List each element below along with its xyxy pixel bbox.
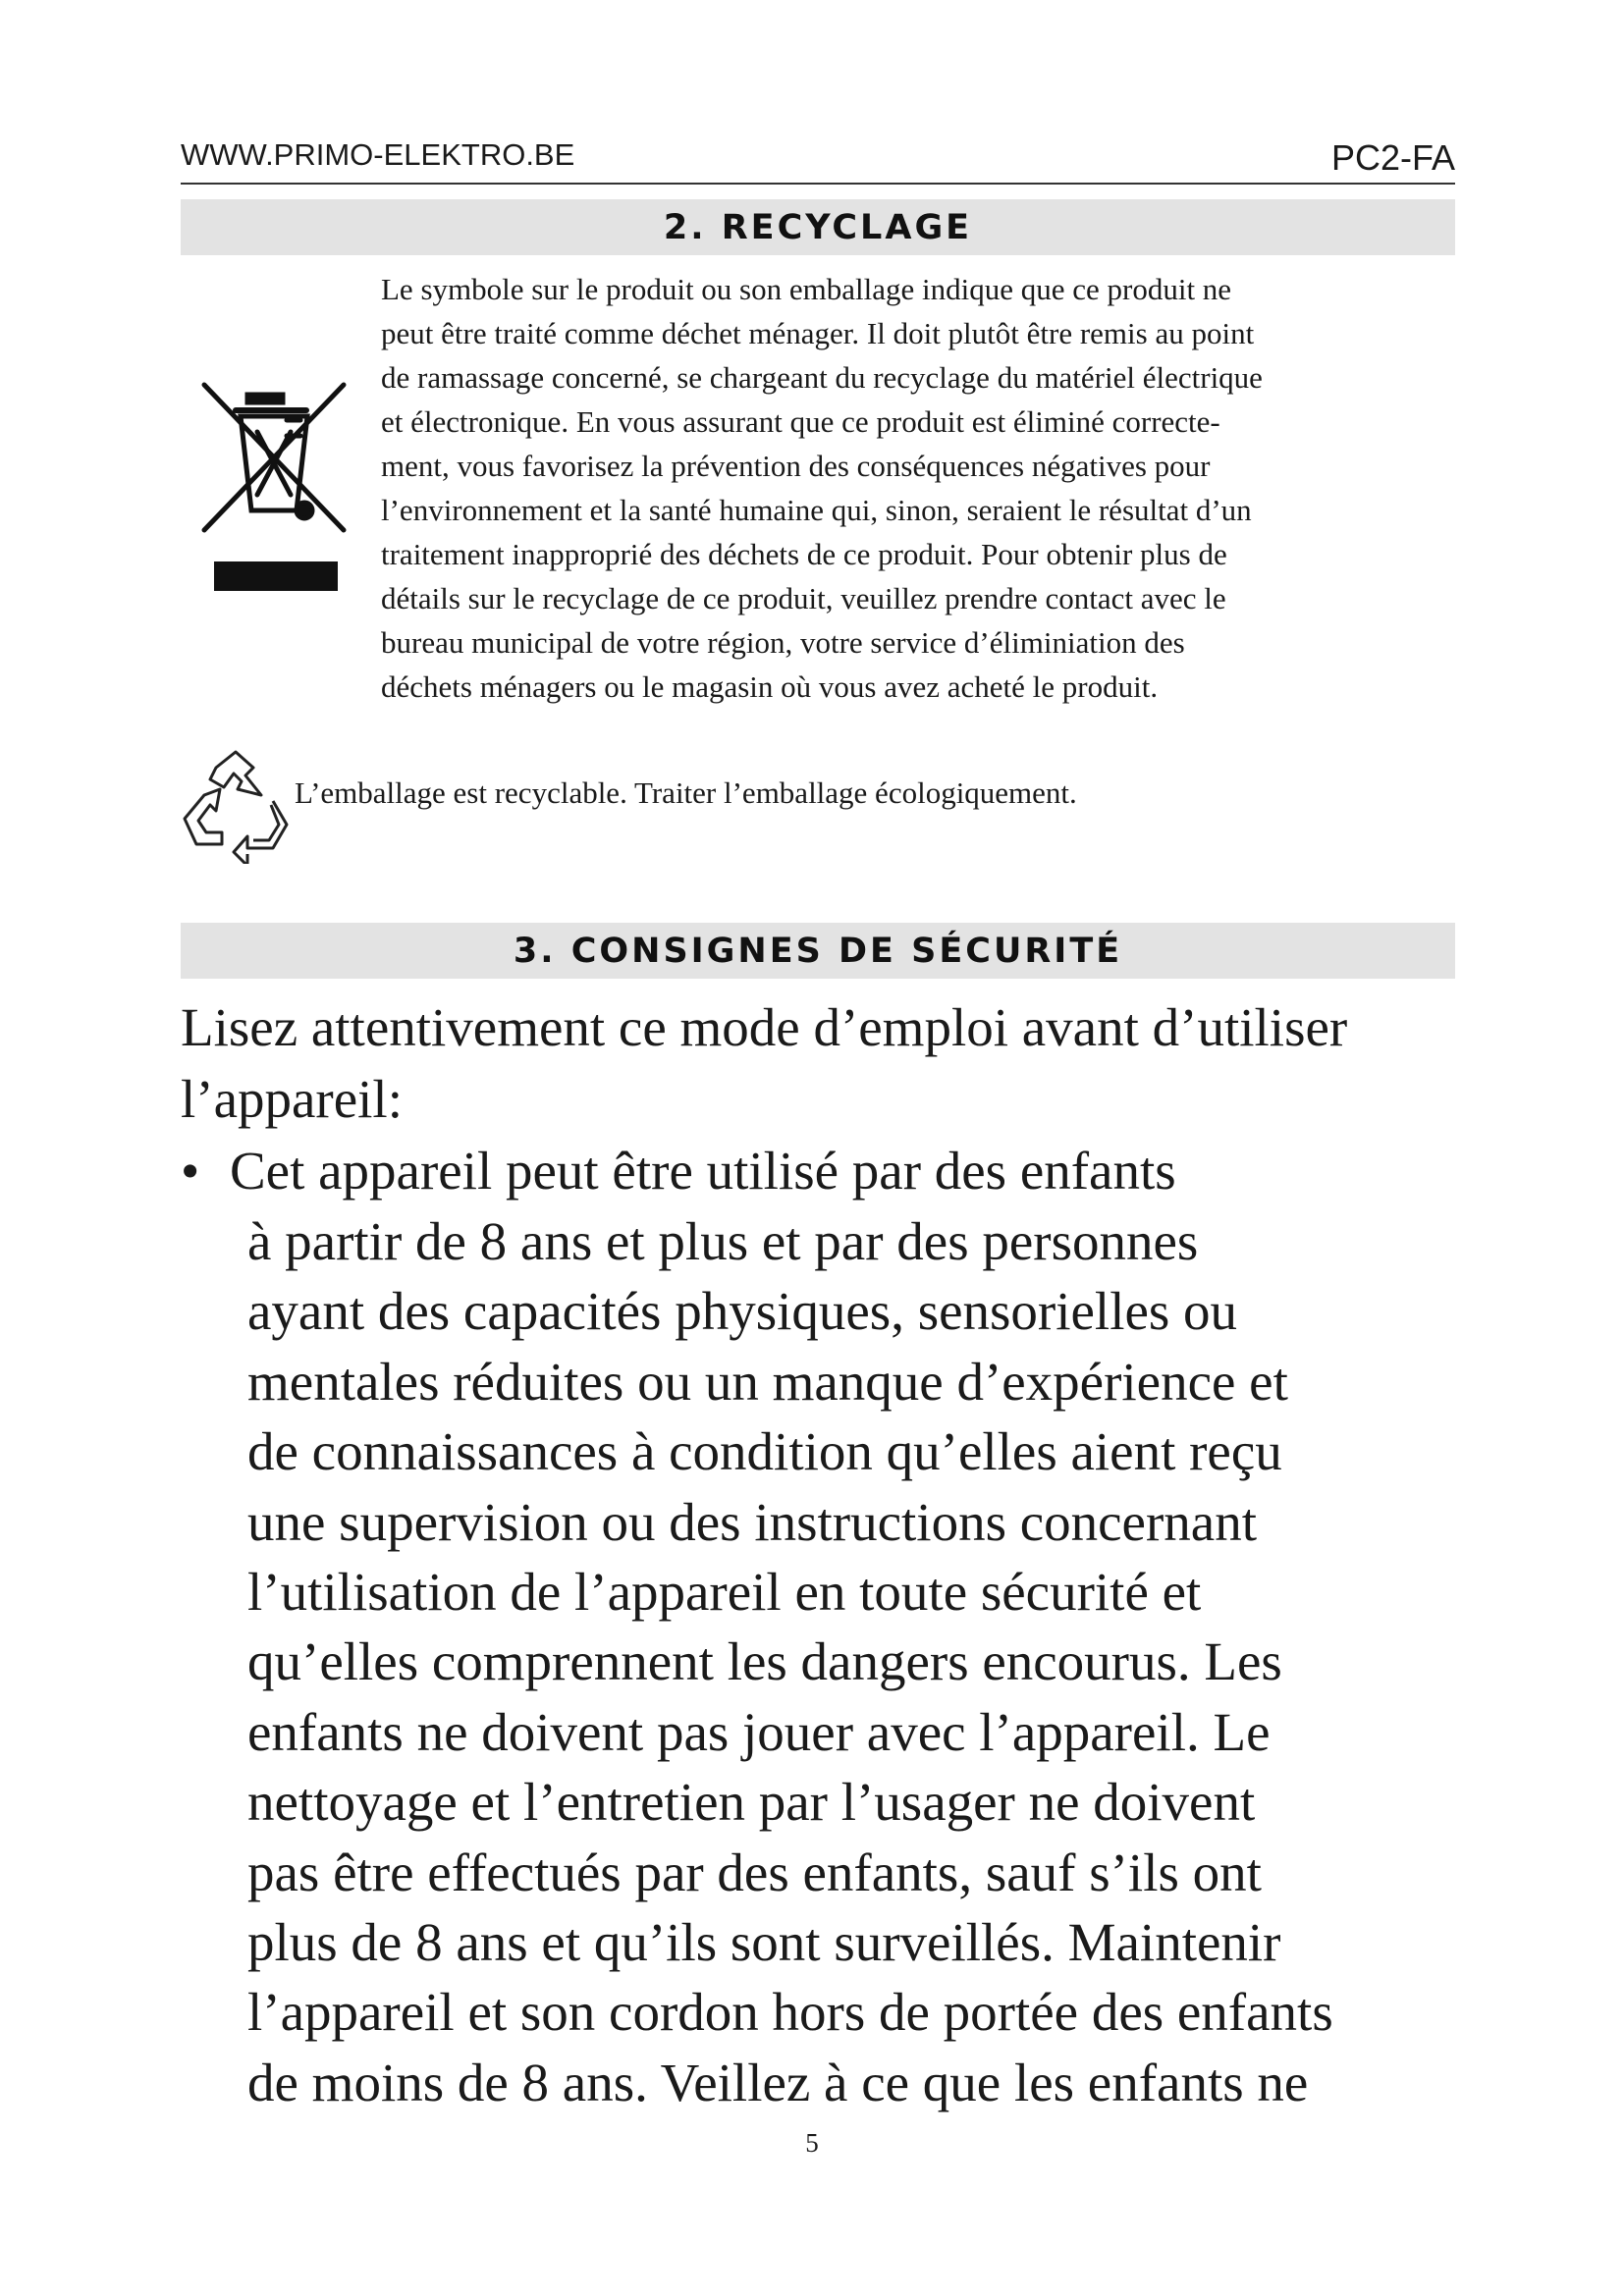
bullet-line: à partir de 8 ans et plus et par des personnes bbox=[247, 1211, 1199, 1271]
bullet-line: de connaissances à condition qu’elles aient reçu bbox=[247, 1421, 1282, 1482]
bullet-line: nettoyage et l’entretien par l’usager ne doivent bbox=[247, 1772, 1256, 1833]
header-model: PC2-FA bbox=[1330, 137, 1455, 178]
bullet-line: mentales réduites ou un manque d’expérience et bbox=[247, 1351, 1288, 1412]
bullet-line: qu’elles comprennent les dangers encourus. Les bbox=[247, 1631, 1282, 1692]
recycle-arrows-icon bbox=[177, 746, 295, 864]
bullet-line: une supervision ou des instructions concernant bbox=[247, 1491, 1257, 1552]
bullet-line: l’appareil et son cordon hors de portée des enfants bbox=[247, 1982, 1333, 2043]
paragraph-line: détails sur le recyclage de ce produit, veuillez prendre contact avec le bbox=[381, 581, 1226, 615]
packaging-note: L’emballage est recyclable. Traiter l’emballage écologiquement. bbox=[295, 775, 1077, 810]
paragraph-line: de ramassage concerné, se chargeant du recyclage du matériel électrique bbox=[381, 360, 1263, 395]
crossed-out-wheelie-bin-icon bbox=[196, 373, 353, 599]
paragraph-line: déchets ménagers ou le magasin où vous avez acheté le produit. bbox=[381, 669, 1159, 704]
bullet-line: de moins de 8 ans. Veillez à ce que les enfants ne bbox=[247, 2052, 1309, 2112]
section-title-safety: 3. CONSIGNES DE SÉCURITÉ bbox=[181, 923, 1455, 979]
intro-line: l’appareil: bbox=[181, 1069, 403, 1129]
safety-intro bbox=[181, 991, 1347, 1135]
paragraph-line: ment, vous favorisez la prévention des conséquences négatives pour bbox=[381, 449, 1211, 483]
paragraph-line: et électronique. En vous assurant que ce produit est éliminé correcte- bbox=[381, 404, 1220, 439]
paragraph-line: l’environnement et la santé humaine qui, sinon, seraient le résultat d’un bbox=[381, 493, 1252, 527]
header-divider bbox=[181, 183, 1455, 185]
paragraph-line: traitement inapproprié des déchets de ce produit. Pour obtenir plus de bbox=[381, 537, 1227, 571]
intro-line: Lisez attentivement ce mode d’emploi avant d’utiliser bbox=[181, 997, 1348, 1057]
bullet-line: l’utilisation de l’appareil en toute sécurité et bbox=[247, 1562, 1202, 1623]
paragraph-line: Le symbole sur le produit ou son emballage indique que ce produit ne bbox=[381, 272, 1232, 306]
bullet-line: ayant des capacités physiques, sensorielles ou bbox=[247, 1281, 1238, 1342]
page-number: 5 bbox=[805, 2128, 819, 2158]
bullet-first-line: Cet appareil peut être utilisé par des enfants bbox=[230, 1141, 1176, 1201]
bullet-continuation bbox=[247, 1206, 1333, 2117]
bullet-icon: • bbox=[181, 1141, 200, 1201]
recycling-paragraph bbox=[381, 267, 1456, 709]
section-title-recycling: 2. RECYCLAGE bbox=[181, 199, 1455, 255]
paragraph-line: bureau municipal de votre région, votre service d’éliminiation des bbox=[381, 625, 1185, 660]
bullet-line: pas être effectués par des enfants, sauf s’ils ont bbox=[247, 1842, 1262, 1902]
bullet-line: plus de 8 ans et qu’ils sont surveillés. Maintenir bbox=[247, 1912, 1281, 1973]
header-website: WWW.PRIMO-ELEKTRO.BE bbox=[181, 137, 575, 172]
paragraph-line: peut être traité comme déchet ménager. Il doit plutôt être remis au point bbox=[381, 316, 1255, 350]
bullet-line: enfants ne doivent pas jouer avec l’appareil. Le bbox=[247, 1701, 1271, 1762]
